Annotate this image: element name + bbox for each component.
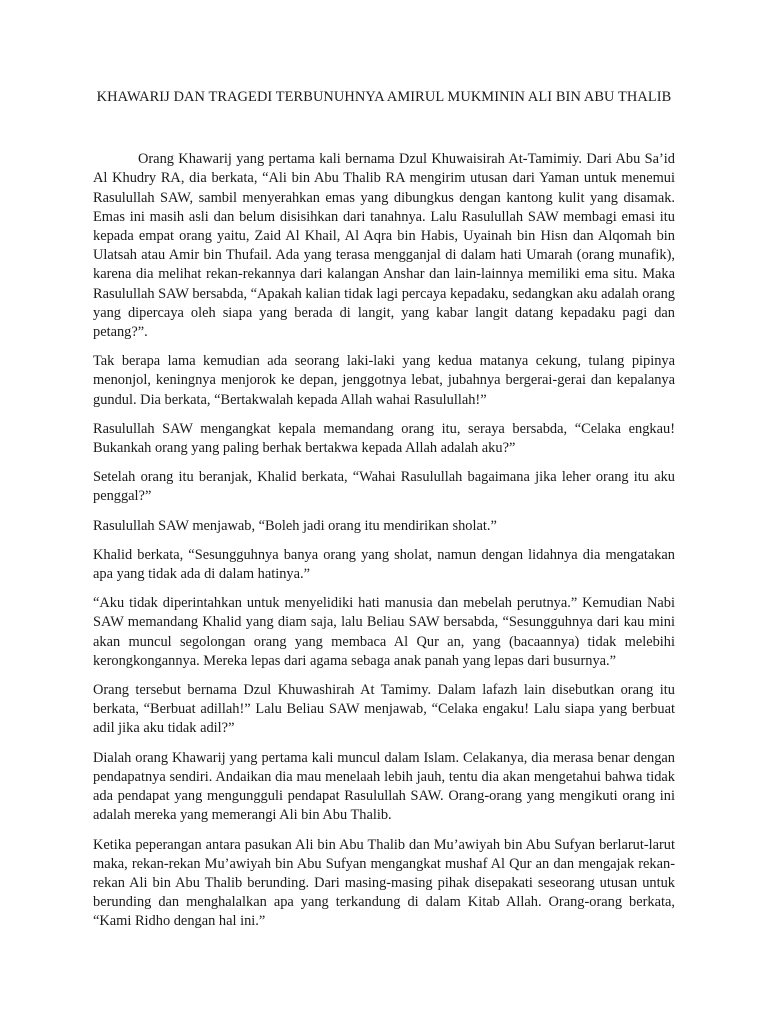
paragraph: Khalid berkata, “Sesungguhnya banya orang yang sholat, namun dengan lidahnya dia mengatakan apa yang tidak ada di dalam hatinya.” — [93, 546, 675, 583]
paragraph: Rasulullah SAW mengangkat kepala memandang orang itu, seraya bersabda, “Celaka engkau! Bukankah orang yang paling berhak bertakwa kepada Allah adalah aku?” — [93, 420, 675, 457]
paragraph: Setelah orang itu beranjak, Khalid berkata, “Wahai Rasulullah bagaimana jika leher orang itu aku penggal?” — [93, 469, 675, 505]
paragraph: Tak berapa lama kemudian ada seorang laki-laki yang kedua matanya cekung, tulang pipinya menonjol, keningnya menjorok ke depan, jenggotnya lebat, jubahnya bergerai-gerai dan kepalanya gundul. Dia berkata, “Bertakwalah kepada Allah wahai Rasulullah!” — [93, 353, 675, 408]
paragraph: Dialah orang Khawarij yang pertama kali muncul dalam Islam. Celakanya, dia merasa benar dengan pendapatnya sendiri. Andaikan dia mau menelaah lebih jauh, tentu dia akan mengetahui bahwa tidak ada pendapat yang mengungguli pendapat Rasulullah SAW. Orang-orang yang mengikuti orang ini adalah mereka yang memerangi Ali bin Abu Thalib. — [93, 749, 675, 824]
document-title: KHAWARIJ DAN TRAGEDI TERBUNUHNYA AMIRUL MUKMININ ALI BIN ABU THALIB — [96, 89, 672, 105]
paragraph: Orang tersebut bernama Dzul Khuwashirah At Tamimy. Dalam lafazh lain disebutkan orang itu berkata, “Berbuat adillah!” Lalu Beliau SAW menjawab, “Celaka engaku! Lalu siapa yang berbuat adil jika aku tidak adil?” — [93, 682, 675, 737]
paragraph: Rasulullah SAW menjawab, “Boleh jadi orang itu mendirikan sholat.” — [93, 517, 497, 534]
document-page — [93, 88, 675, 942]
paragraph: Ketika peperangan antara pasukan Ali bin Abu Thalib dan Mu’awiyah bin Abu Sufyan berlarut-larut maka, rekan-rekan Mu’awiyah bin Abu Sufyan mengangkat mushaf Al Qur an dan mengajak rekan-rekan Ali bin Abu Thalib berunding. Dari masing-masing pihak disepakati seseorang utusan untuk berunding dan menghalalkan apa yang terkandung di dalam Kitab Allah. Orang-orang berkata, “Kami Ridho dengan hal ini.” — [93, 836, 675, 930]
paragraph: “Aku tidak diperintahkan untuk menyelidiki hati manusia dan mebelah perutnya.” Kemudian Nabi SAW memandang Khalid yang diam saja, lalu Beliau SAW bersabda, “Sesungguhnya dari kau mini akan muncul segolongan orang yang membaca Al Qur an, yang (bacaannya) tidak melebihi kerongkongannya. Mereka lepas dari agama sebaga anak panah yang lepas dari busurnya.” — [93, 595, 675, 669]
paragraph: Orang Khawarij yang pertama kali bernama Dzul Khuwaisirah At-Tamimiy. Dari Abu Sa’id Al Khudry RA, dia berkata, “Ali bin Abu Thalib RA mengirim utusan dari Yaman untuk menemui Rasulullah SAW, sambil menyerahkan emas yang dibungkus dengan kantong kulit yang disamak. Emas ini masih asli dan belum disisihkan dari tanahnya. Lalu Rasulullah SAW membagi emasi itu kepada empat orang yaitu, Zaid Al Khail, Al Aqra bin Habis, Uyainah bin Hisn dan Alqomah bin Ulatsah atau Amir bin Thufail. Ada yang terasa mengganjal di dalam hati Umarah (orang munafik), karena dia melihat rekan-rekannya dari kalangan Anshar dan lain-lainnya memiliki ema situ. Maka Rasulullah SAW bersabda, “Apakah kalian tidak lagi percaya kepadaku, sedangkan aku adalah orang yang dipercaya oleh siapa yang berada di langit, yang kabar langit datang kepadaku pagi dan petang?”. — [93, 151, 675, 341]
